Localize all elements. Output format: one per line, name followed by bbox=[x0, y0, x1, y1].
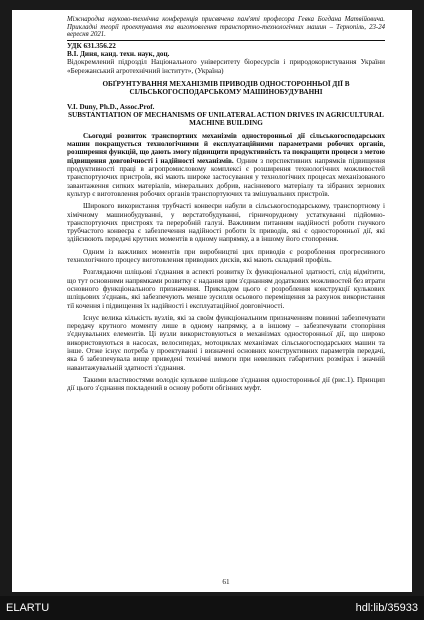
affiliation-ua: Відокремлений підрозділ Національного університету біоресурсів і природокористування України «Бережанський агротехнічний інститут», (Україна) bbox=[67, 58, 385, 75]
handle-label: hdl:lib/35933 bbox=[355, 602, 418, 614]
paragraph-5: Існує велика кількість вузлів, які за своїм функціональним призначенням повинні забезпечувати передачу крутного моменту лише в одному напрямку, а в іншому – забезпечувати стопоріння з'єднувальних елементів. Ці вузли використовуються в механізмах односторонньої дії, що широко використовуються в насосах, велосипедах, мотоциклах механізмах сільськогосподарських машин та інше. Отже існує потреба у проектуванні і визначені основних конструктивних параметрів передачі, яка б забезпечувала вище приведені технічні вимоги при невеликих габаритних розмірах і значній навантажувальній здатності з'єднання. bbox=[67, 313, 385, 372]
paragraph-1-bold: Сьогодні розвиток транспортних механізмів односторонньої дії сільськогосподарських машин покращується технологічними й експлуатаційними параметрами робочих органів, розширення функцій, що дають змогу підвищити продуктивність та покращити процеси з метою підвищення довговічності і надійності механізмів. bbox=[67, 131, 385, 165]
paragraph-6: Такими властивостями володіє кулькове шліцьове з'єднання односторонньої дії (рис.1). Принцип дії цього з'єднання покладений в основу роботи обгінних муфт. bbox=[67, 375, 385, 393]
author-ua: В.І. Диня, канд. техн. наук, доц. bbox=[67, 50, 170, 59]
udk-code: УДК 631.356.22 bbox=[67, 41, 116, 50]
conference-header: Міжнародна науково-технічна конференція присвячена пам'яті професора Гевка Богдана Матвійовича. Прикладні теорії проектування та виготовлення транспортно-технологічних машин – Тернопіль, 23-24 вересня 2021. bbox=[67, 16, 385, 41]
page-content bbox=[67, 16, 385, 586]
footer-bar bbox=[0, 596, 424, 620]
paragraph-4: Розглядаючи шліцьові з'єднання в аспекті розвитку їх функціональної здатності, слід відмітити, що тут основними напрямками розвитку є надання цим з'єднанням додаткових можливостей без втрати основного функціонального призначення. Прикладом цього є розроблення конструкції кулькових шліцьових з'єднань, які забезпечують менше зусилля осьового переміщення за рахунок використання тії кочення і підвищення їх надійності і експлуатаційної довговічності. bbox=[67, 268, 385, 310]
title-ua: ОБҐРУНТУВАННЯ МЕХАНІЗМІВ ПРИВОДІВ ОДНОСТОРОННЬОЇ ДІЇ В СІЛЬСЬКОГОСПОДАРСЬКОМУ МАШИНОБУДУВАННІ bbox=[102, 79, 350, 97]
repository-label: ELARTU bbox=[6, 602, 50, 614]
paragraph-2: Широкого використання трубчасті конвеєри набули в сільськогосподарському, транспортному і хімічному машинобудуванні, у верстатобудуванні, гірничорудному устаткуванні підйомно-транспортуючих пристроях та переробній галузі. Важливим питанням надійності роботи гнучкого трубчастого конвеєра є забезпечення надійності роботи їх приводів, які є односторонньої дії, які здійснюють передачі крутних моментів в одному напрямку, а в іншому його стопорення. bbox=[67, 202, 385, 244]
paragraph-1-rest: Одним з перспективних напрямків підвищення продуктивності праці в агропромисловому комплексі є розширення технологічних можливостей транспортуючих пристроїв, які мають широке застосування у технологічних процесах механізованого завантаження сипких матеріалів, мінеральних добрив, насінневого матеріалу та зібраних зернових культур є виготовлення робочих органів транспортуючих та змішувальних пристроїв. bbox=[67, 156, 385, 198]
paragraph-3: Одним із важливих моментів при виробництві цих приводів є розроблення прогресивного технологічного процесу виготовлення приводних дисків, які мають складний профіль. bbox=[67, 247, 385, 265]
title-en: SUBSTANTIATION OF MECHANISMS OF UNILATERAL ACTION DRIVES IN AGRICULTURAL MACHINE BUILDING bbox=[68, 111, 384, 128]
document-page bbox=[12, 10, 412, 592]
page-number: 61 bbox=[222, 578, 230, 586]
paragraph-1 bbox=[67, 132, 385, 198]
author-en: V.I. Duny, Ph.D., Assoc.Prof. bbox=[67, 102, 155, 111]
